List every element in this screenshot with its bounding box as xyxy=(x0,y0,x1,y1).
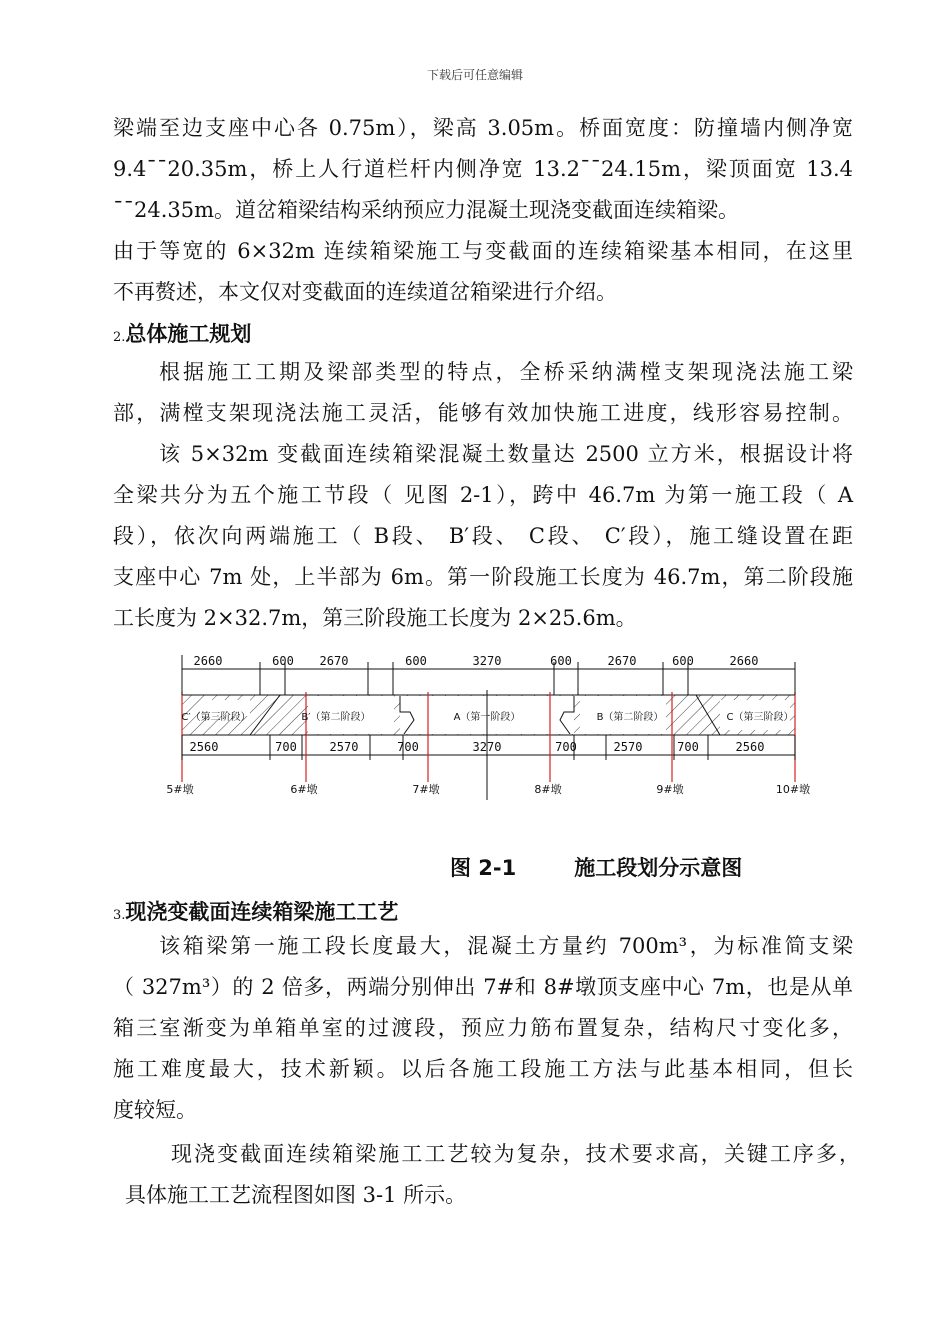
caption-title: 施工段划分示意图 xyxy=(574,856,743,880)
top-dimension-label: 600 xyxy=(272,654,294,668)
section-title: 现浇变截面连续箱梁施工工艺 xyxy=(125,900,399,924)
text-line: 具体施工工艺流程图如图 3-1 所示。 xyxy=(125,1183,467,1207)
segment-label: A（第一阶段） xyxy=(453,712,521,723)
bottom-dimension-label: 3270 xyxy=(472,740,502,754)
section-2-paragraph-2 xyxy=(113,434,853,639)
text-line: 梁端至边支座中心各 0.75m），梁高 3.05m。桥面宽度：防撞墙内侧净宽 xyxy=(113,116,853,140)
text-line: （ 327m³）的 2 倍多，两端分别伸出 7#和 8#墩顶支座中心 7m，也是从单 xyxy=(113,975,853,999)
pier-label: 10#墩 xyxy=(775,783,811,796)
bottom-dimension-label: 700 xyxy=(677,740,699,754)
top-dimension-label: 2670 xyxy=(607,654,637,668)
text-line: 不再赘述，本文仅对变截面的连续道岔箱梁进行介绍。 xyxy=(113,280,617,304)
caption-number: 图 2-1 xyxy=(450,856,517,880)
bottom-dimension-label: 2570 xyxy=(613,740,643,754)
text-line: ¯¯24.35m。道岔箱梁结构采纳预应力混凝土现浇变截面连续箱梁。 xyxy=(113,198,740,222)
text-line: 由于等宽的 6×32m 连续箱梁施工与变截面的连续箱梁基本相同，在这里 xyxy=(113,239,853,263)
top-dimension-label: 2670 xyxy=(319,654,349,668)
bottom-dimension-label: 700 xyxy=(275,740,297,754)
text-line: 工长度为 2×32.7m，第三阶段施工长度为 2×25.6m。 xyxy=(113,606,637,630)
text-line: 该箱梁第一施工段长度最大，混凝土方量约 700m³，为标准简支梁 xyxy=(159,934,853,958)
construction-segment-diagram xyxy=(160,650,820,820)
pier-label: 9#墩 xyxy=(656,783,684,796)
text-line: 度较短。 xyxy=(113,1098,197,1122)
text-line: 根据施工工期及梁部类型的特点，全桥采纳满樘支架现浇法施工梁 xyxy=(159,360,853,384)
top-dimension-label: 600 xyxy=(405,654,427,668)
section-3-paragraph-2 xyxy=(125,1134,860,1216)
bottom-dimension-label: 2560 xyxy=(735,740,765,754)
top-dimension-label: 600 xyxy=(672,654,694,668)
section-number: 2. xyxy=(113,330,126,345)
section-3-heading xyxy=(113,896,398,926)
top-dimension-label: 2660 xyxy=(729,654,759,668)
section-number: 3. xyxy=(113,908,126,923)
segment-label: B（第二阶段） xyxy=(596,712,664,723)
figure-caption xyxy=(450,852,742,882)
segment-label: C′（第三阶段） xyxy=(181,712,251,723)
text-line: 该 5×32m 变截面连续箱梁混凝土数量达 2500 立方米，根据设计将 xyxy=(159,442,853,466)
bottom-dimension-label: 2560 xyxy=(189,740,219,754)
segment-label: B′（第二阶段） xyxy=(301,712,371,723)
text-line: 支座中心 7m 处，上半部为 6m。第一阶段施工长度为 46.7m，第二阶段施 xyxy=(113,565,853,589)
segment-label: C（第三阶段） xyxy=(726,712,794,723)
intro-paragraph xyxy=(113,108,853,313)
pier-label: 8#墩 xyxy=(534,783,562,796)
pier-label: 7#墩 xyxy=(412,783,440,796)
section-title: 总体施工规划 xyxy=(125,322,252,346)
text-line: 箱三室渐变为单箱单室的过渡段，预应力筋布置复杂，结构尺寸变化多， xyxy=(113,1016,853,1040)
bottom-dimension-label: 2570 xyxy=(329,740,359,754)
text-line: 段），依次向两端施工（ B段、 B′段、 C段、 C′段），施工缝设置在距 xyxy=(113,524,853,548)
top-dimension-label: 600 xyxy=(550,654,572,668)
text-line: 现浇变截面连续箱梁施工工艺较为复杂，技术要求高，关键工序多， xyxy=(171,1142,860,1166)
top-dimension-label: 3270 xyxy=(472,654,502,668)
section-3-paragraph-1 xyxy=(113,926,853,1131)
section-2-paragraph-1 xyxy=(113,352,853,434)
text-line: 施工难度最大，技术新颖。以后各施工段施工方法与此基本相同，但长 xyxy=(113,1057,853,1081)
text-line: 部，满樘支架现浇法施工灵活，能够有效加快施工进度，线形容易控制。 xyxy=(113,401,853,425)
page-header: 下载后可任意编辑 xyxy=(426,68,523,82)
text-line: 全梁共分为五个施工节段（ 见图 2-1），跨中 46.7m 为第一施工段（ A xyxy=(113,483,853,507)
bottom-dimension-label: 700 xyxy=(555,740,577,754)
section-2-heading xyxy=(113,318,251,348)
bottom-dimension-label: 700 xyxy=(397,740,419,754)
pier-label: 5#墩 xyxy=(166,783,194,796)
pier-label: 6#墩 xyxy=(290,783,318,796)
text-line: 9.4¯¯20.35m，桥上人行道栏杆内侧净宽 13.2¯¯24.15m，梁顶面宽 13.4 xyxy=(113,157,853,181)
top-dimension-label: 2660 xyxy=(193,654,223,668)
